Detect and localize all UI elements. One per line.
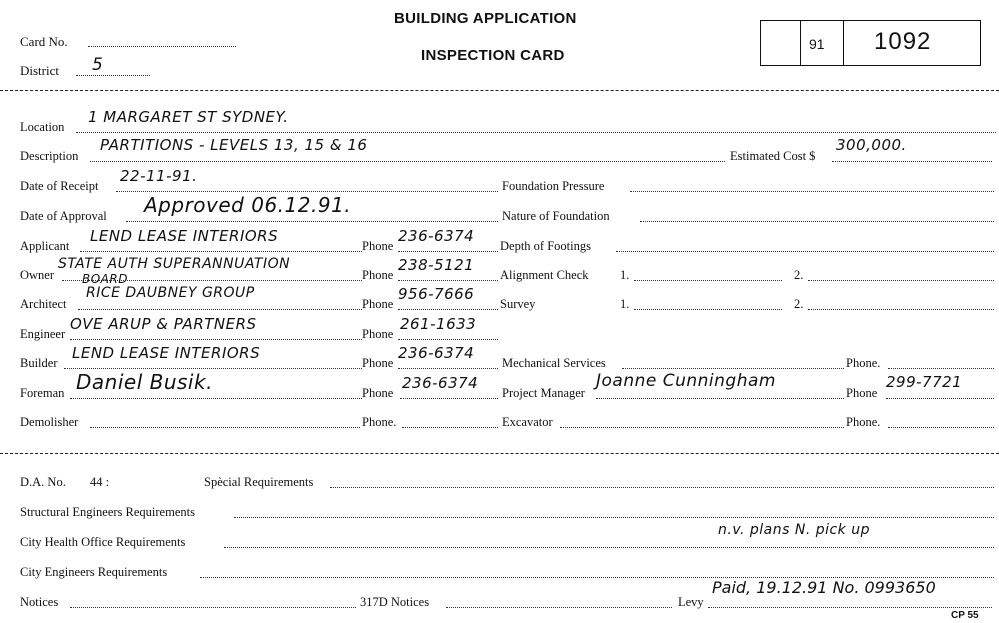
box-divider-2 — [843, 20, 844, 66]
builder-value: LEND LEASE INTERIORS — [72, 344, 261, 362]
demolisher-phone-label: Phone. — [362, 415, 397, 429]
date-of-approval-label: Date of Approval — [20, 209, 107, 223]
engineer-phone-line — [398, 339, 498, 340]
project-manager-line — [596, 398, 844, 399]
mechanical-services-label: Mechanical Services — [502, 356, 606, 370]
applicant-phone-line — [398, 251, 498, 252]
excavator-line — [560, 427, 844, 428]
description-value: PARTITIONS - LEVELS 13, 15 & 16 — [100, 136, 368, 154]
date-of-approval-line — [126, 221, 498, 222]
mechanical-services-phone-line — [888, 368, 994, 369]
special-requirements-line — [330, 487, 994, 488]
box-divider-1 — [800, 20, 801, 66]
alignment-check-2-label: 2. — [794, 268, 804, 282]
estimated-cost-value: 300,000. — [836, 136, 907, 154]
architect-value: RICE DAUBNEY GROUP — [86, 285, 255, 301]
engineer-line — [70, 339, 362, 340]
da-no-value: 44 : — [90, 475, 110, 489]
owner-phone-value: 238-5121 — [398, 256, 475, 274]
builder-phone-value: 236-6374 — [398, 344, 475, 362]
owner-phone-label: Phone — [362, 268, 394, 282]
date-of-receipt-line — [116, 191, 498, 192]
foreman-label: Foreman — [20, 386, 65, 400]
form-title-line1: BUILDING APPLICATION — [394, 10, 577, 27]
location-value: 1 MARGARET ST SYDNEY. — [88, 108, 289, 126]
notices-317d-line — [446, 607, 672, 608]
nature-of-foundation-label: Nature of Foundation — [502, 209, 610, 223]
architect-phone-label: Phone — [362, 297, 394, 311]
architect-phone-value: 956-7666 — [398, 285, 475, 303]
form-title-line2: INSPECTION CARD — [421, 47, 565, 64]
nature-of-foundation-line — [640, 221, 994, 222]
header-divider — [0, 90, 999, 91]
demolisher-phone-line — [402, 427, 498, 428]
engineer-phone-label: Phone — [362, 327, 394, 341]
date-of-receipt-label: Date of Receipt — [20, 179, 99, 193]
builder-phone-line — [398, 368, 498, 369]
health-requirements-label: City Health Office Requirements — [20, 535, 186, 549]
location-label: Location — [20, 120, 65, 134]
notices-line — [70, 607, 356, 608]
date-of-receipt-value: 22-11-91. — [120, 167, 198, 185]
applicant-phone-label: Phone — [362, 239, 394, 253]
alignment-check-1-line — [634, 280, 782, 281]
levy-line — [708, 607, 992, 608]
levy-value: Paid, 19.12.91 No. 0993650 — [712, 578, 936, 597]
applicant-label: Applicant — [20, 239, 70, 253]
mechanical-services-phone-label: Phone. — [846, 356, 881, 370]
notices-label: Notices — [20, 595, 59, 609]
builder-phone-label: Phone — [362, 356, 394, 370]
survey-1-label: 1. — [620, 297, 630, 311]
project-manager-label: Project Manager — [502, 386, 585, 400]
card-number-box — [760, 20, 981, 66]
estimated-cost-label: Estimated Cost $ — [730, 149, 816, 163]
survey-label: Survey — [500, 297, 536, 311]
engineer-label: Engineer — [20, 327, 66, 341]
owner-value-line2: BOARD — [82, 272, 128, 286]
architect-phone-line — [398, 309, 498, 310]
box-prefix: 91 — [809, 36, 825, 52]
district-value: 5 — [92, 55, 104, 75]
alignment-check-1-label: 1. — [620, 268, 630, 282]
builder-label: Builder — [20, 356, 58, 370]
demolisher-label: Demolisher — [20, 415, 79, 429]
demolisher-line — [90, 427, 360, 428]
owner-value: STATE AUTH SUPERANNUATION — [58, 256, 291, 272]
health-requirements-value: n.v. plans N. pick up — [718, 522, 871, 538]
foreman-phone-label: Phone — [362, 386, 394, 400]
alignment-check-2-line — [808, 280, 994, 281]
box-number: 1092 — [874, 28, 932, 55]
project-manager-value: Joanne Cunningham — [596, 371, 776, 391]
builder-line — [64, 368, 362, 369]
project-manager-phone-line — [886, 398, 994, 399]
da-no-label: D.A. No. — [20, 475, 66, 489]
owner-label: Owner — [20, 268, 55, 282]
mechanical-services-line — [622, 368, 844, 369]
foundation-pressure-line — [630, 191, 994, 192]
engineer-phone-value: 261-1633 — [400, 315, 477, 333]
applicant-line — [80, 251, 362, 252]
project-manager-phone-value: 299-7721 — [886, 373, 963, 391]
card-code: CP 55 — [951, 610, 979, 621]
architect-line — [78, 309, 362, 310]
description-label: Description — [20, 149, 79, 163]
health-requirements-line — [224, 547, 994, 548]
estimated-cost-line — [832, 161, 992, 162]
special-requirements-label: Spècial Requirements — [204, 475, 314, 489]
excavator-phone-label: Phone. — [846, 415, 881, 429]
foundation-pressure-label: Foundation Pressure — [502, 179, 605, 193]
foreman-line — [70, 398, 362, 399]
survey-1-line — [634, 309, 782, 310]
foreman-value: Daniel Busik. — [76, 370, 213, 394]
levy-label: Levy — [678, 595, 704, 609]
district-label: District — [20, 63, 59, 78]
foreman-phone-line — [400, 398, 498, 399]
architect-label: Architect — [20, 297, 67, 311]
date-of-approval-value: Approved 06.12.91. — [144, 193, 352, 217]
description-line — [90, 161, 725, 162]
excavator-label: Excavator — [502, 415, 553, 429]
depth-of-footings-line — [616, 251, 994, 252]
district-line — [76, 75, 150, 76]
survey-2-label: 2. — [794, 297, 804, 311]
depth-of-footings-label: Depth of Footings — [500, 239, 591, 253]
survey-2-line — [808, 309, 994, 310]
card-no-label: Card No. — [20, 34, 68, 49]
applicant-value: LEND LEASE INTERIORS — [90, 227, 279, 245]
foreman-phone-value: 236-6374 — [402, 374, 479, 392]
structural-requirements-line — [234, 517, 994, 518]
engineer-value: OVE ARUP & PARTNERS — [70, 315, 257, 333]
alignment-check-label: Alignment Check — [500, 268, 589, 282]
excavator-phone-line — [888, 427, 994, 428]
card-no-line — [88, 46, 236, 47]
applicant-phone-value: 236-6374 — [398, 227, 475, 245]
notices-317d-label: 317D Notices — [360, 595, 430, 609]
lower-divider — [0, 453, 999, 454]
structural-requirements-label: Structural Engineers Requirements — [20, 505, 195, 519]
location-line — [76, 132, 996, 133]
project-manager-phone-label: Phone — [846, 386, 878, 400]
owner-phone-line — [398, 280, 498, 281]
city-engineers-requirements-label: City Engineers Requirements — [20, 565, 168, 579]
